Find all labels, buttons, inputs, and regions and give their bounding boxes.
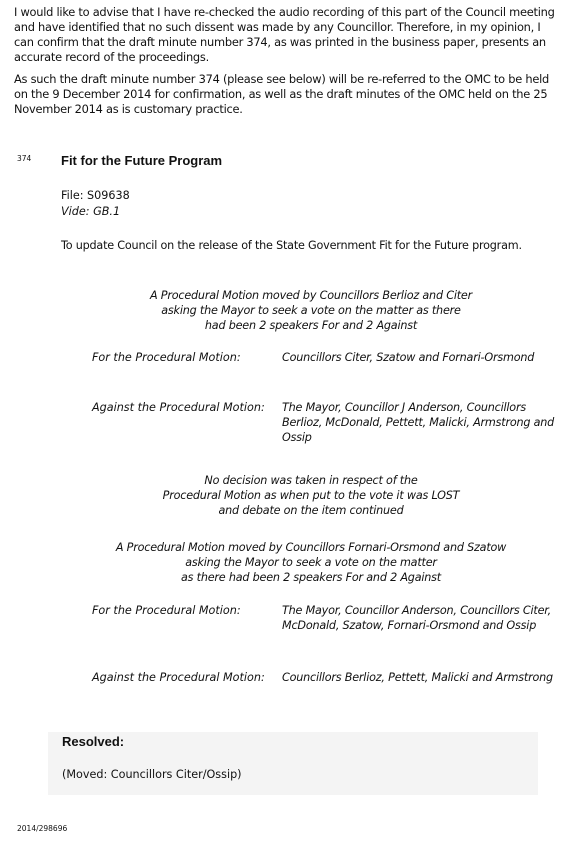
minute-title: Fit for the Future Program	[61, 153, 223, 168]
motion-1-against-names: The Mayor, Councillor J Anderson, Councillors Berlioz, McDonald, Pettett, Malicki, Armstrong and Ossip	[282, 401, 555, 444]
decision-text	[61, 473, 561, 518]
intro-paragraph-2: As such the draft minute number 374 (please see below) will be re-referred to the OMC to be held on the 9 December 2014 for confirmation, as well as the draft minutes of the OMC held on the 25 November 2014 as is customary practice.	[14, 72, 550, 116]
moved-by: (Moved: Councillors Citer/Ossip)	[62, 768, 242, 781]
procedural-motion-2-text	[61, 540, 561, 585]
motion-1-for-label: For the Procedural Motion:	[92, 351, 241, 364]
motion-2-against-label: Against the Procedural Motion:	[92, 671, 265, 684]
motion-2-for-names: The Mayor, Councillor Anderson, Councillors Citer, McDonald, Szatow, Fornari-Orsmond and Ossip	[282, 604, 551, 632]
motion-2-line: A Procedural Motion moved by Councillors Fornari-Orsmond and Szatow	[115, 541, 507, 554]
procedural-motion-1-text	[61, 288, 561, 333]
motion-1-line: A Procedural Motion moved by Councillors Berlioz and Citer	[150, 289, 472, 302]
motion-1-for-names: Councillors Citer, Szatow and Fornari-Orsmond	[282, 351, 535, 364]
motion-1-line: had been 2 speakers For and 2 Against	[204, 319, 418, 332]
document-reference: 2014/298696	[17, 824, 68, 833]
minute-purpose: To update Council on the release of the State Government Fit for the Future program.	[61, 239, 522, 252]
motion-2-against-names: Councillors Berlioz, Pettett, Malicki and Armstrong	[282, 671, 553, 684]
intro-paragraph-1: I would like to advise that I have re-checked the audio recording of this part of the Council meeting and have identified that no such dissent was made by any Councillor. Therefore, in my opinion, I can confirm that the draft minute number 374, as was printed in the business paper, presents an accurate record of the proceedings.	[14, 5, 555, 64]
decision-line: and debate on the item continued	[218, 504, 404, 517]
motion-2-for-label: For the Procedural Motion:	[92, 604, 241, 617]
vide-reference: Vide: GB.1	[61, 205, 121, 218]
motion-2-line: as there had been 2 speakers For and 2 Against	[181, 571, 441, 584]
resolved-title: Resolved:	[62, 734, 125, 749]
file-reference: File: S09638	[61, 189, 130, 202]
motion-2-line: asking the Mayor to seek a vote on the matter	[185, 556, 437, 569]
decision-line: No decision was taken in respect of the	[204, 474, 418, 487]
motion-1-against-label: Against the Procedural Motion:	[92, 401, 265, 414]
decision-line: Procedural Motion as when put to the vote it was LOST	[162, 489, 460, 502]
minute-number: 374	[17, 154, 32, 163]
motion-1-line: asking the Mayor to seek a vote on the matter as there	[161, 304, 461, 317]
